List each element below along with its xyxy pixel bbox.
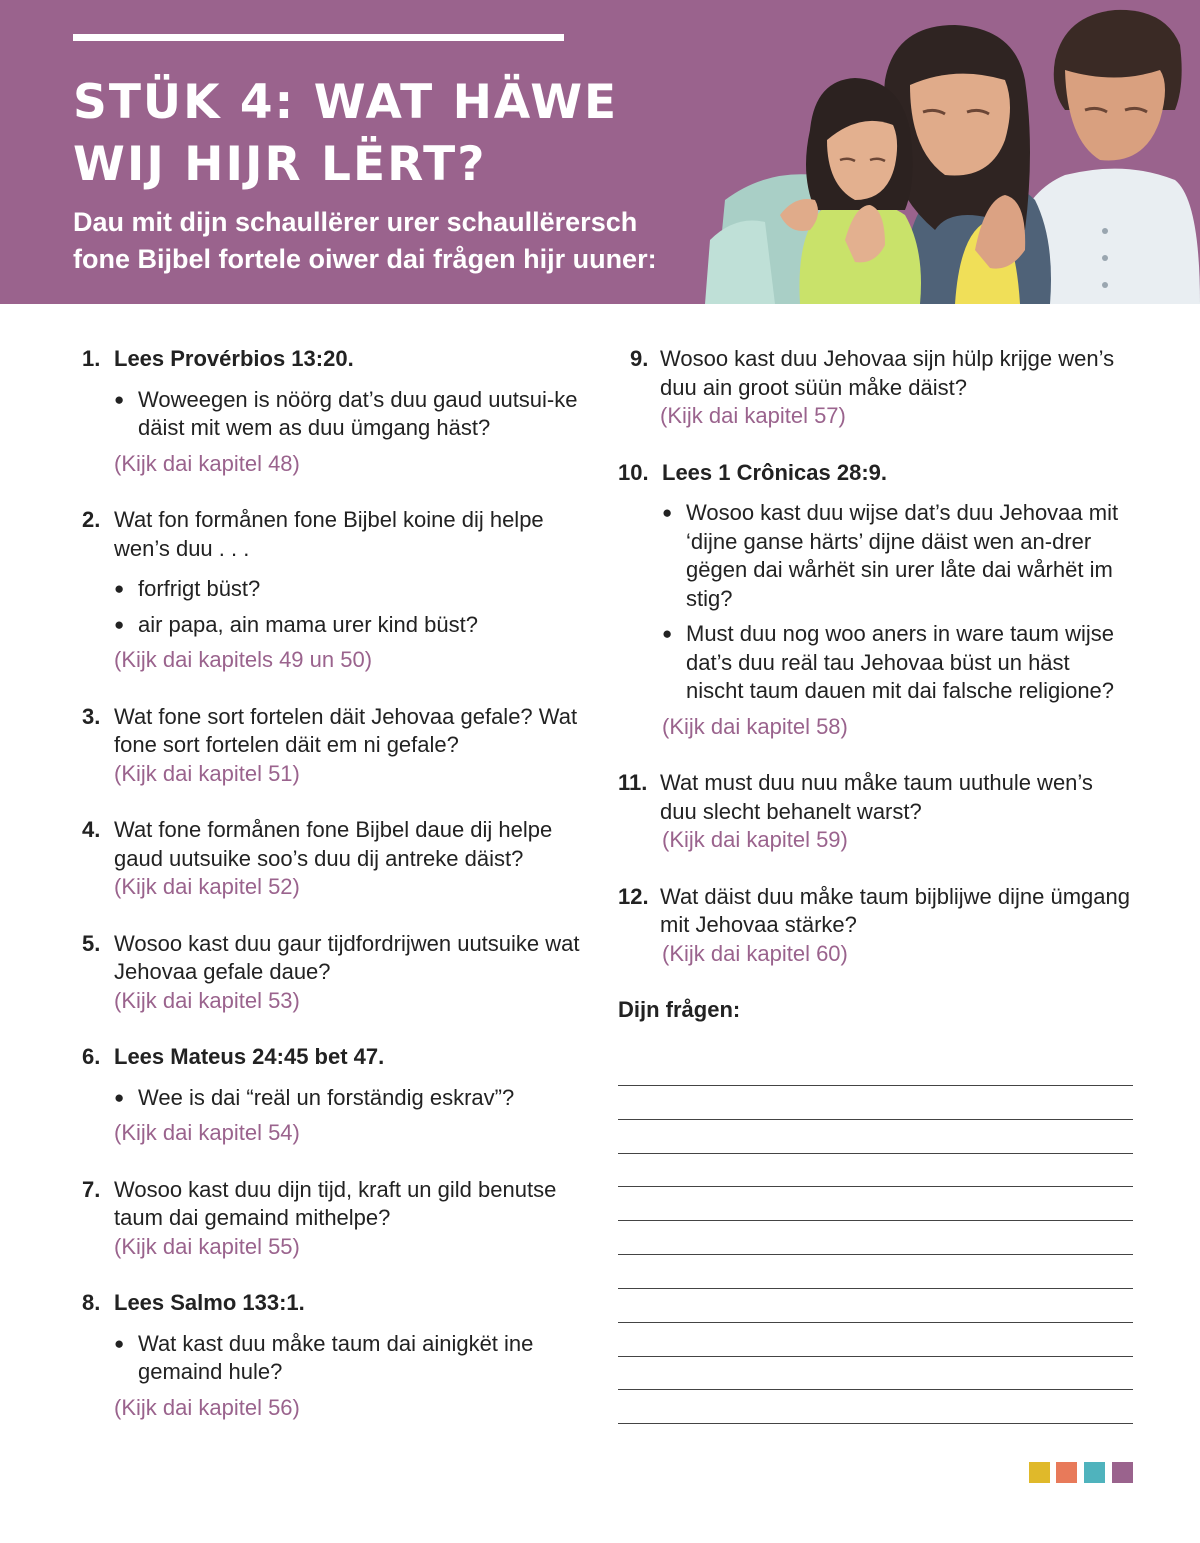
title-line-2: WIJ HIJR LËRT?: [73, 137, 487, 192]
chapter-reference: (Kijk dai kapitel 57): [660, 403, 846, 428]
question-text: Lees 1 Crônicas 28:9.: [662, 459, 888, 485]
question-text: Wat fone formånen fone Bijbel daue dij helpe gaud uutsuike soo’s duu dij antreke däist?: [114, 817, 553, 871]
bullet-list: [114, 386, 592, 443]
family-praying-illustration: [705, 0, 1200, 304]
subtitle-line-2: fone Bijbel fortele oiwer dai frågen hijr uuner:: [73, 244, 657, 274]
question-text: Wat däist duu måke taum bijblijwe dijne ümgang mit Jehovaa stärke?: [660, 883, 1130, 937]
question-3: [82, 703, 592, 789]
question-text: Lees Mateus 24:45 bet 47.: [114, 1044, 385, 1069]
chapter-reference: (Kijk dai kapitel 53): [114, 987, 300, 1013]
question-number: 6.: [82, 1044, 101, 1069]
question-9: [618, 345, 1133, 431]
question-text: Wat must duu nuu måke taum uuthule wen’s duu slecht behanelt warst?: [660, 770, 1093, 824]
note-line[interactable]: [618, 1254, 1133, 1255]
question-text: Lees Provérbios 13:20.: [114, 346, 354, 371]
question-number: 4.: [82, 817, 101, 842]
note-line[interactable]: [618, 1153, 1133, 1154]
chapter-reference: (Kijk dai kapitel 59): [662, 827, 848, 852]
chapter-reference: (Kijk dai kapitel 48): [114, 450, 300, 476]
question-number: 1.: [82, 346, 101, 371]
notes-label: Dijn frågen:: [618, 997, 741, 1022]
list-item: ● Wee is dai “reäl un forständig eskrav”?: [114, 1084, 592, 1113]
header-rule: [73, 34, 564, 41]
decor-square-purple: [1112, 1462, 1133, 1483]
chapter-reference: (Kijk dai kapitel 55): [114, 1233, 300, 1259]
questions-left-column: [82, 345, 592, 1422]
question-2: [82, 506, 592, 675]
list-item: ● Must duu nog woo aners in ware taum wijse dat’s duu reäl tau Jehovaa büst un häst nischt taum dauen mit dai falsche religione?: [662, 620, 1133, 706]
question-number: 10.: [618, 459, 649, 485]
bullet-list: [114, 575, 592, 639]
question-4: [82, 816, 592, 902]
question-text: Wat fon formånen fone Bijbel koine dij helpe wen’s duu . . .: [114, 507, 544, 561]
question-text: Wosoo kast duu gaur tijdfordrijwen uutsuike wat Jehovaa gefale daue?: [114, 930, 580, 984]
page-subtitle: [73, 204, 693, 278]
chapter-reference: (Kijk dai kapitel 52): [114, 874, 300, 899]
chapter-reference: (Kijk dai kapitel 54): [114, 1120, 300, 1145]
question-number: 12.: [618, 883, 649, 909]
question-number: 2.: [82, 507, 101, 532]
bullet-list: [114, 1330, 592, 1387]
chapter-reference: (Kijk dai kapitel 51): [114, 760, 300, 786]
note-line[interactable]: [618, 1423, 1133, 1424]
question-number: 3.: [82, 703, 101, 729]
chapter-reference: (Kijk dai kapitel 60): [662, 940, 848, 966]
questions-right-column: [618, 345, 1133, 1025]
note-line[interactable]: [618, 1356, 1133, 1357]
question-8: [82, 1289, 592, 1422]
bullet-list: [114, 1084, 592, 1113]
note-line[interactable]: [618, 1119, 1133, 1120]
note-line[interactable]: [618, 1085, 1133, 1086]
chapter-reference: (Kijk dai kapitel 56): [114, 1394, 300, 1420]
note-line[interactable]: [618, 1288, 1133, 1289]
note-line[interactable]: [618, 1186, 1133, 1187]
decor-square-orange: [1056, 1462, 1077, 1483]
question-1: [82, 345, 592, 478]
decor-square-yellow: [1029, 1462, 1050, 1483]
question-12: [618, 883, 1133, 969]
question-text: Lees Salmo 133:1.: [114, 1290, 305, 1315]
subtitle-line-1: Dau mit dijn schaullërer urer schaullërersch: [73, 207, 638, 237]
question-6: [82, 1043, 592, 1148]
question-number: 5.: [82, 930, 101, 956]
question-number: 11.: [618, 770, 648, 795]
question-11: [618, 769, 1133, 855]
question-number: 8.: [82, 1290, 101, 1315]
chapter-reference: (Kijk dai kapitels 49 un 50): [114, 647, 373, 672]
note-line[interactable]: [618, 1220, 1133, 1221]
list-item: ● Woweegen is nöörg dat’s duu gaud uutsui-ke däist mit wem as duu ümgang häst?: [114, 386, 592, 443]
question-text: Wat fone sort fortelen däit Jehovaa gefale? Wat fone sort fortelen däit em ni gefale?: [114, 703, 578, 757]
note-line[interactable]: [618, 1389, 1133, 1390]
question-number: 7.: [82, 1176, 101, 1202]
question-5: [82, 930, 592, 1016]
note-line[interactable]: [618, 1322, 1133, 1323]
title-line-1: STÜK 4: WAT HÄWE: [73, 75, 619, 130]
chapter-reference: (Kijk dai kapitel 58): [662, 713, 848, 739]
question-text: Wosoo kast duu dijn tijd, kraft un gild benutse taum dai gemaind mithelpe?: [114, 1176, 557, 1230]
header-banner: [0, 0, 1200, 304]
decor-square-teal: [1084, 1462, 1105, 1483]
question-10: [618, 459, 1133, 742]
list-item: ● air papa, ain mama urer kind büst?: [114, 611, 592, 640]
list-item: ● Wat kast duu måke taum dai ainigkët ine gemaind hule?: [114, 1330, 592, 1387]
question-number: 9.: [630, 346, 649, 371]
question-7: [82, 1176, 592, 1262]
bullet-list: [662, 499, 1133, 706]
list-item: ● Wosoo kast duu wijse dat’s duu Jehovaa mit ‘dijne ganse härts’ dijne däist wen an-drer gëgen dai wårhët sin urer låte dai wårhët im stig?: [662, 499, 1133, 613]
list-item: ● forfrigt büst?: [114, 575, 592, 604]
question-text: Wosoo kast duu Jehovaa sijn hülp krijge wen’s duu ain groot süün måke däist?: [660, 346, 1115, 400]
page-title: [73, 72, 633, 196]
